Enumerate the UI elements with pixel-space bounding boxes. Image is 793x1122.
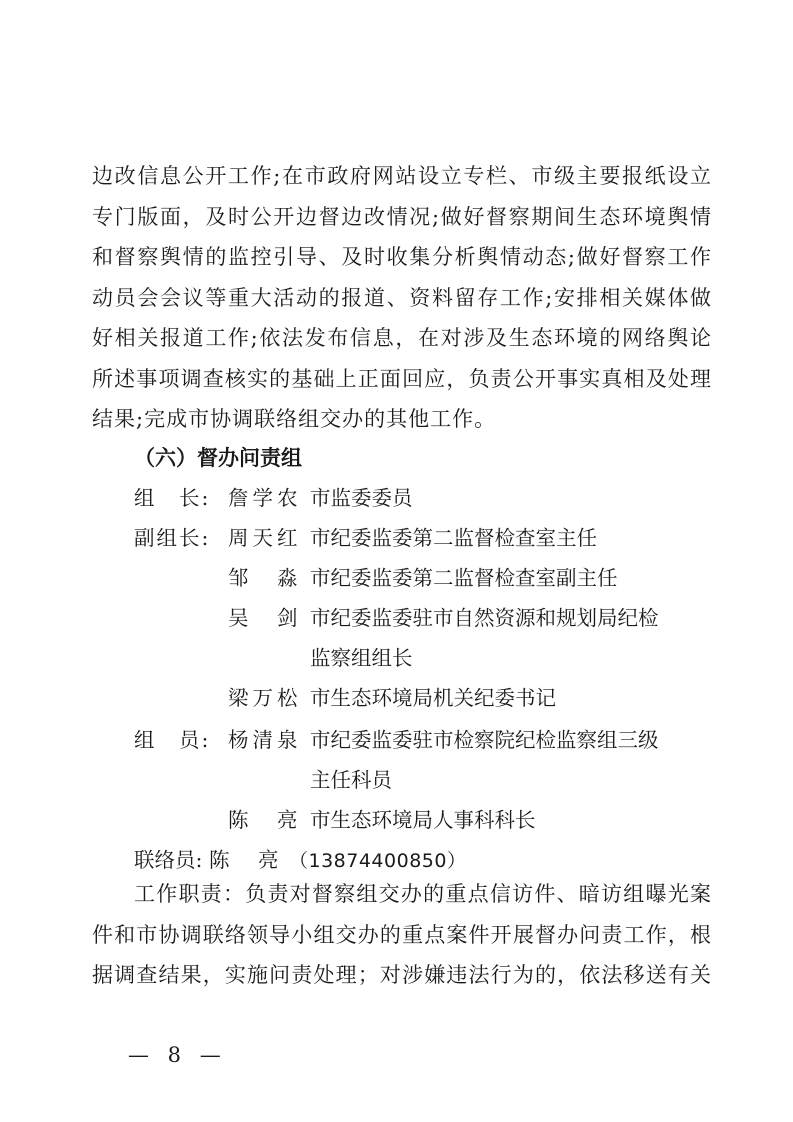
duty-paragraph <box>92 874 712 996</box>
section-heading: （六）督办问责组 <box>134 446 302 470</box>
member-title: 市纪委监委第二监督检查室主任 <box>310 526 597 550</box>
member-title: 市纪委监委第二监督检查室副主任 <box>310 566 618 590</box>
member-row-continuation <box>0 638 793 678</box>
intro-line: 结果;完成市协调联络组交办的其他工作。 <box>92 407 497 431</box>
duty-line: 据调查结果，实施问责处理；对涉嫌违法行为的，依法移送有关 <box>92 963 712 987</box>
member-name: 杨清泉 <box>228 728 302 752</box>
member-name: 詹学农 <box>228 486 302 510</box>
intro-line: 和督察舆情的监控引导、及时收集分析舆情动态;做好督察工作 <box>92 245 712 269</box>
member-role: 组 员: <box>134 728 211 752</box>
member-title: 市监委委员 <box>310 486 413 510</box>
member-row <box>0 478 793 518</box>
member-name: 周天红 <box>228 526 302 550</box>
member-name: 陈 亮 <box>228 808 302 832</box>
member-title: 市生态环境局机关纪委书记 <box>310 686 556 710</box>
member-row <box>0 598 793 638</box>
member-row <box>0 558 793 598</box>
member-title: 市纪委监委驻市检察院纪检监察组三级 <box>310 728 659 752</box>
member-row <box>0 678 793 718</box>
member-row <box>0 518 793 558</box>
intro-line: 动员会会议等重大活动的报道、资料留存工作;安排相关媒体做 <box>92 285 712 310</box>
contact-name: 陈 亮 <box>208 848 283 872</box>
contact-phone: （13874400850） <box>288 850 467 872</box>
duty-line: 件和市协调联络领导小组交办的重点案件开展督办问责工作，根 <box>92 922 712 947</box>
member-row-continuation <box>0 760 793 800</box>
member-name: 梁万松 <box>228 686 302 710</box>
member-name: 邹 淼 <box>228 566 302 590</box>
intro-line: 所述事项调查核实的基础上正面回应，负责公开事实真相及处理 <box>92 366 712 391</box>
member-title: 监察组组长 <box>310 646 413 670</box>
member-role: 副组长: <box>134 526 211 550</box>
member-row <box>0 800 793 840</box>
page-number: — 8 — <box>128 1043 227 1067</box>
member-row <box>0 720 793 760</box>
member-role: 组 长: <box>134 486 211 510</box>
member-title: 主任科员 <box>310 768 392 792</box>
member-title: 市生态环境局人事科科长 <box>310 808 536 832</box>
intro-line: 专门版面，及时公开边督边改情况;做好督察期间生态环境舆情 <box>92 204 712 229</box>
intro-line: 边改信息公开工作;在市政府网站设立专栏、市级主要报纸设立 <box>92 164 712 188</box>
contact-label: 联络员: <box>134 848 203 872</box>
member-name: 吴 剑 <box>228 606 302 630</box>
intro-paragraph <box>92 156 712 440</box>
duty-line: 工作职责：负责对督察组交办的重点信访件、暗访组曝光案 <box>134 882 712 906</box>
member-title: 市纪委监委驻市自然资源和规划局纪检 <box>310 606 659 630</box>
intro-line: 好相关报道工作;依法发布信息，在对涉及生态环境的网络舆论 <box>92 326 712 350</box>
